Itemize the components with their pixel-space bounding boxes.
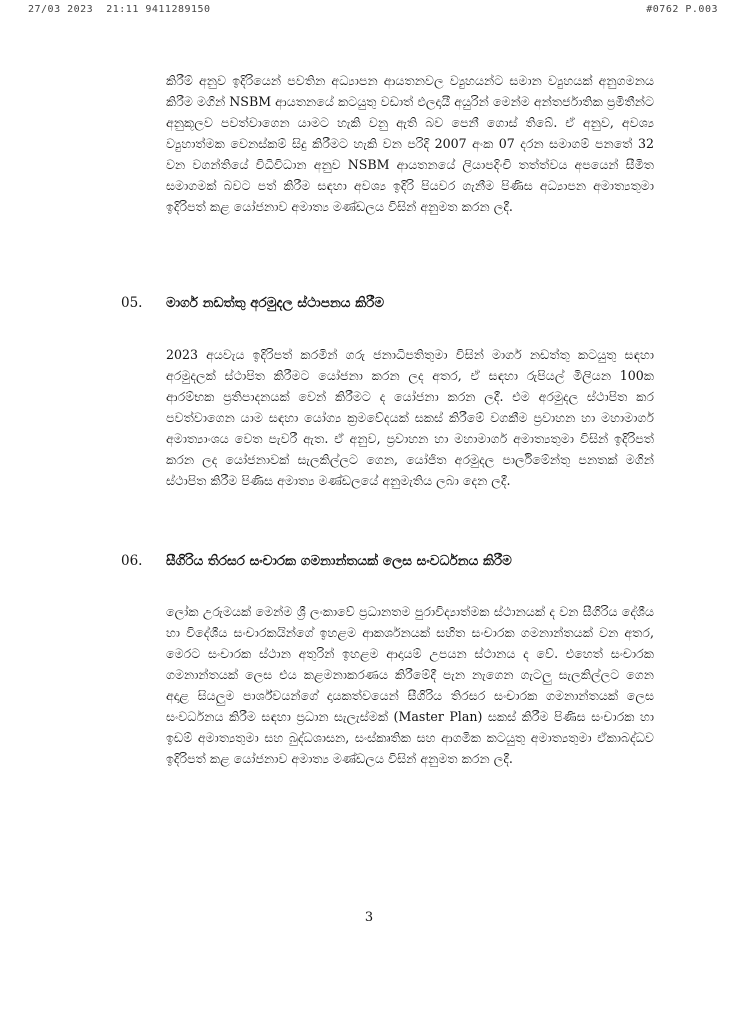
section-number: 05. <box>121 295 143 311</box>
fax-date-time-number: 27/03 2023 21:11 9411289150 <box>28 4 211 15</box>
paragraph-sigiriya-tourism: ලෝක උරුමයක් මෙන්ම ශ්‍රී ලංකාවේ ප්‍රධානතම පුරාවිද්‍යාත්මක ස්ථානයක් ද වන සීගිරිය දේශීය හා විදේශීය සංචාරකයින්ගේ ඉහළම ආකර්ශනයක් සහිත සංචාරක ගමනාන්තයක් වන අතර, මෙරට සංචාරක ස්ථාන අතුරින් ඉහළම ආදායම් උපයන ස්ථානය ද වේ. එහෙත් සංචාරක ගමනාන්තයක් ලෙස එය කළමනාකරණය කිරීමේදී පැන නැගෙන ගැටලු සැලකිල්ලට ගෙන අදාළ සියලුම පාර්ශ්වයන්ගේ දායකත්වයෙන් සීගිරිය තිරසර සංචාරක ගමනාන්තයක් ලෙස සංවර්ධනය කිරීම සඳහා ප්‍රධාන සැලැස්මක් (Master Plan) සකස් කිරීම පිණිස සංචාරක හා ඉඩම් අමාත්‍යතුමා සහ බුද්ධශාසන, සංස්කෘතික සහ ආගමික කටයුතු අමාත්‍යතුමා ඒකාබද්ධව ඉදිරිපත් කළ යෝජනාව අමාත්‍ය මණ්ඩලය විසින් අනුමත කරන ලදී. <box>166 604 654 766</box>
section-heading-05 <box>121 292 661 314</box>
paragraph-road-maintenance-fund: 2023 අයවැය ඉදිරිපත් කරමින් ගරු ජනාධිපතිතුමා විසින් මාර්ග නඩත්තු කටයුතු සඳහා අරමුදලක් ස්ථාපිත කිරීමට යෝජනා කරන ලද අතර, ඒ සඳහා රුපියල් මිලියන 100ක ආරම්භක ප්‍රතිපාදනයක් වෙන් කිරීමට ද යෝජනා කරන ලදී. එම අරමුදල ස්ථාපිත කර පවත්වාගෙන යාම සඳහා යෝග්‍ය ක්‍රමවේදයක් සකස් කිරීමේ වගකීම ප්‍රවාහන හා මහාමාර්ග අමාත්‍යාංශය වෙත පැවරී ඇත. ඒ අනුව, ප්‍රවාහන හා මහාමාර්ග අමාත්‍යතුමා විසින් ඉදිරිපත් කරන ලද යෝජනාවක් සැලකිල්ලට ගෙන, යෝජිත අරමුදල පාර්ලිමේන්තු පනතක් මගින් ස්ථාපිත කිරීම පිණිස අමාත්‍ය මණ්ඩලයේ අනුමැතිය ලබා දෙන ලදී. <box>166 347 654 488</box>
page-number: 3 <box>364 910 374 925</box>
section-title: මාර්ග නඩත්තු අරමුදල ස්ථාපනය කිරීම <box>166 295 385 311</box>
section-heading-06 <box>121 550 661 572</box>
section-number: 06. <box>121 553 143 569</box>
paragraph-nsbm-restructuring: කිරීම් අනුව ඉදිරියෙන් පවතින අධ්‍යාපන ආයතනවල ව්‍යුහයන්ට සමාන ව්‍යුහයක් අනුගමනය කිරීම මගින් NSBM ආයතනයේ කටයුතු වඩාත් ඵලදායී අයුරින් මෙන්ම අන්තර්ජාතික ප්‍රමිතීන්ට අනුකූලව පවත්වාගෙන යාමට හැකි වනු ඇති බව පෙනී ගොස් තිබේ. ඒ අනුව, අවශ්‍ය ව්‍යුහාත්මක වෙනස්කම් සිදු කිරීමට හැකි වන පරිදි 2007 අංක 07 දරන සමාගම් පනතේ 32 වන වගන්තියේ විධිවිධාන අනුව NSBM ආයතනයේ ලියාපදිංචි තත්ත්වය අපයෙන් සීමිත සමාගමක් බවට පත් කිරීම සඳහා අවශ්‍ය ඉදිරි පියවර ගැනීම පිණිස අධ්‍යාපන අමාත්‍යතුමා ඉදිරිපත් කළ යෝජනාව අමාත්‍ය මණ්ඩලය විසින් අනුමත කරන ලදී. <box>166 73 654 214</box>
fax-page-reference: #0762 P.003 <box>646 4 718 15</box>
section-title: සීගිරිය තිරසර සංචාරක ගමනාන්තයක් ලෙස සංවර්ධනය කිරීම <box>166 553 512 569</box>
fax-header <box>0 4 738 18</box>
